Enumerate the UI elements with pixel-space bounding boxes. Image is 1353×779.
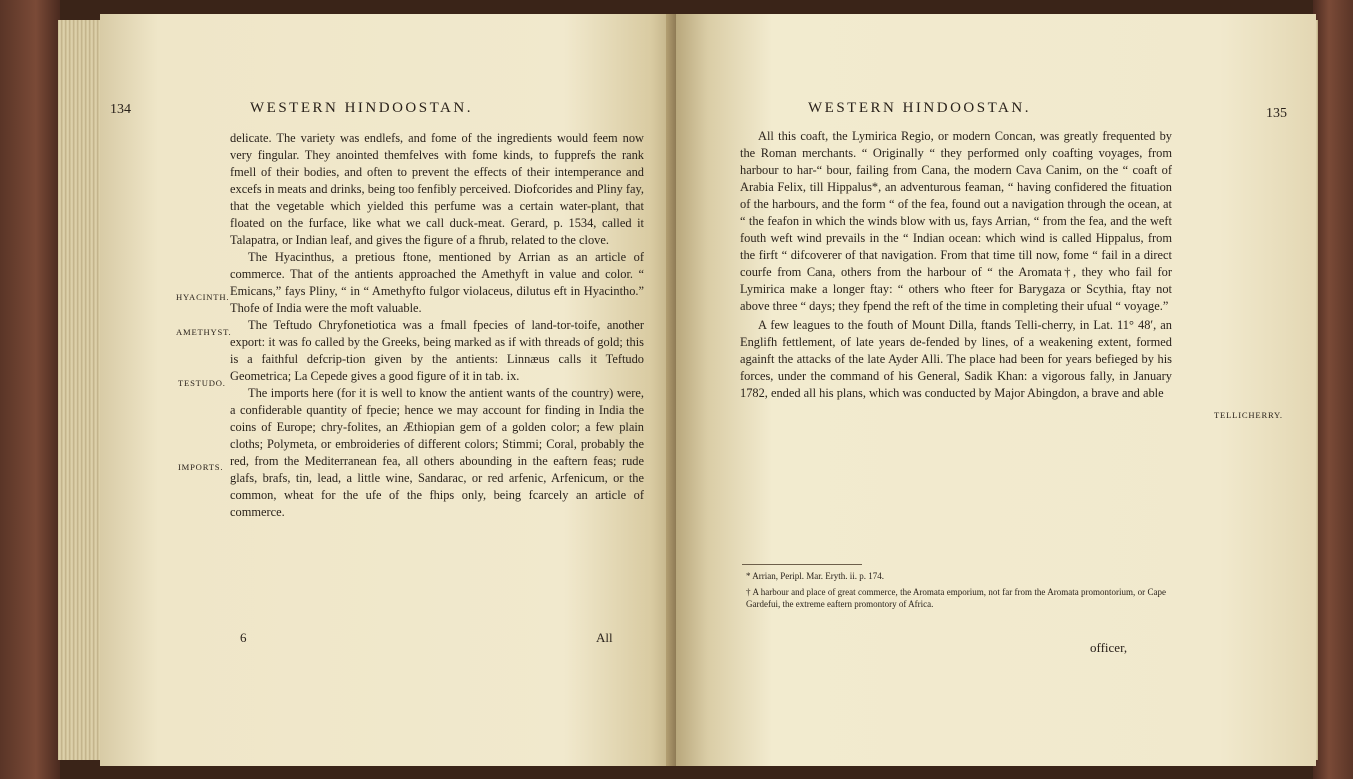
running-head: WESTERN HINDOOSTAN. — [808, 100, 1031, 116]
paragraph: The Teftudo Chryfonetiotica was a fmall fpecies of land-tor-toife, another export: it was fo called by the Greeks, being marked as if with threads of gold; this is a faithful defcrip-tion given by the antients: Linnæus calls it Teftudo Geometrica; La Cepede gives a good figure of it in tab. ix. — [230, 318, 644, 383]
catchword: officer, — [1090, 640, 1128, 655]
footnote: † A harbour and place of great commerce, the Aromata emporium, not far from the Aromata promontorium, or Cape Gardefui, the extreme eaftern promontory of Africa. — [746, 587, 1166, 609]
margin-note-hyacinth: HYACINTH. — [176, 292, 230, 302]
body-text — [230, 130, 644, 521]
right-page — [676, 14, 1316, 766]
margin-note-tellicherry: TELLICHERRY. — [1214, 410, 1283, 420]
running-head: WESTERN HINDOOSTAN. — [250, 100, 473, 116]
catchword: All — [596, 630, 613, 645]
margin-note-imports: IMPORTS. — [178, 462, 224, 472]
footnote-rule — [742, 564, 862, 565]
paragraph: The Hyacinthus, a pretious ftone, mentioned by Arrian as an article of commerce. That of the antients approached the Amethyft in value and color. “ Emicans,” fays Pliny, “ in “ Amethyfto fulgor violaceus, dilutus eft in Hyacintho.” Thofe of India were the moft valuable. — [230, 250, 644, 315]
paragraph: A few leagues to the fouth of Mount Dilla, ftands Telli-cherry, in Lat. 11° 48′, an Englifh fettlement, of late years de-fended by lines, of a weakening extent, formed againft the attacks of the late Ayder Alli. The place had been for years befieged by his forces, under the command of his General, Sadik Khan: a vigorous fally, in January 1782, ended all his plans, which was conducted by Major Abingdon, a brave and able — [740, 318, 1172, 400]
body-text — [740, 128, 1172, 402]
book-cover-left — [0, 0, 60, 779]
margin-note-amethyst: AMETHYST. — [176, 327, 232, 337]
paragraph: The imports here (for it is well to know the antient wants of the country) were, a confiderable quantity of fpecie; hence we may account for finding in India the coins of Europe; chry-folites, an Æthiopian gem of a golden color; a few plain cloths; Polymeta, or embroideries of different colors; Stimmi; Coral, probably the red, from the Mediterranean fea, all others abounding in the eaftern feas; rude glafs, brafs, tin, lead, a little wine, Sandarac, or red arfenic, Arfenicum, or the common, wheat for the ufe of the fhips only, being fcarcely an article of commerce. — [230, 386, 644, 519]
paragraph: delicate. The variety was endlefs, and fome of the ingredients would feem now very fingular. They anointed themfelves with fome kinds, to fupprefs the rank fmell of their bodies, and often to prevent the effects of their intemperance and excefs in meats and drinks, being too fenfibly perceived. Diofcorides and Pliny fay, that the vegetable which yielded this perfume was a certain water-plant, that floated on the furface, like what we call duck-meat. Gerard, p. 1534, called it Talapatra, or Indian leaf, and gives the figure of a fhrub, related to the clove. — [230, 131, 644, 247]
paragraph: All this coaft, the Lymirica Regio, or modern Concan, was greatly frequented by the Roman merchants. “ Originally “ they performed only coafting voyages, from harbour to har-“ bour, failing from Cana, the modern Cava Canim, on the “ coaft of Arabia Felix, till Hippalus*, an adventurous feaman, “ having confidered the fituation of the harbours, and the form “ of the fea, found out a navigation through the ocean, at “ the feafon in which the winds blow with us, fays Arrian, “ from the fea, and the weft fouth weft wind prevails in the “ Indian ocean: which wind is called Hippalus, from the firft “ difcoverer of that navigation. From that time till now, fome “ fail in a direct courfe from Cana, others from the harbour of “ the Aromata†, they who fail for Lymirica make a longer ftay: “ others who fteer for Barygaza or Scythia, ftay not above three “ days; they fpend the reft of the time in completing their ufual “ voyage.” — [740, 129, 1172, 313]
footnote: * Arrian, Peripl. Mar. Eryth. ii. p. 174. — [746, 571, 884, 581]
signature-mark: 6 — [240, 630, 247, 645]
book-cover-right — [1313, 0, 1353, 779]
left-page — [100, 14, 680, 766]
page-number: 135 — [1266, 106, 1287, 121]
page-number: 134 — [110, 102, 131, 117]
margin-note-testudo: TESTUDO. — [178, 378, 226, 388]
